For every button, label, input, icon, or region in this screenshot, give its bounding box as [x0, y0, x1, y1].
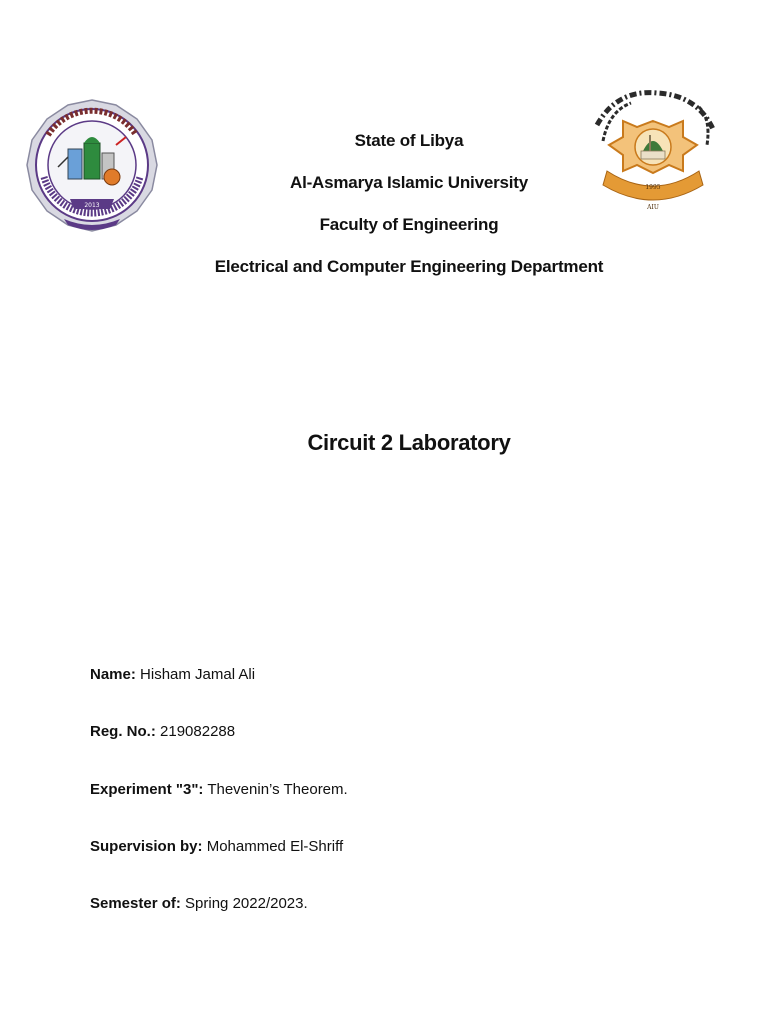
name-field — [90, 666, 255, 683]
name-label: Name: — [90, 666, 136, 683]
university-seal-logo — [587, 85, 719, 218]
experiment-value: Thevenin’s Theorem. — [203, 781, 348, 798]
reg-no-field — [90, 723, 235, 740]
course-title: Circuit 2 Laboratory — [307, 430, 511, 455]
supervision-value: Mohammed El-Shriff — [202, 838, 344, 855]
supervision-label: Supervision by: — [90, 838, 203, 855]
university-name: Al-Asmarya Islamic University — [290, 173, 528, 192]
svg-text:2013: 2013 — [84, 202, 100, 209]
name-value: Hisham Jamal Ali — [135, 666, 256, 683]
semester-field — [90, 895, 308, 912]
svg-text:AIU: AIU — [647, 204, 659, 211]
faculty-name: Faculty of Engineering — [319, 215, 499, 234]
supervision-field — [90, 838, 343, 855]
semester-value: Spring 2022/2023. — [180, 895, 308, 912]
semester-label: Semester of: — [90, 895, 181, 912]
svg-text:1995: 1995 — [645, 184, 661, 191]
state-name: State of Libya — [354, 131, 464, 150]
experiment-field — [90, 781, 348, 798]
experiment-label: Experiment "3": — [90, 781, 204, 798]
reg-no-value: 219082288 — [155, 723, 236, 740]
department-name: Electrical and Computer Engineering Department — [214, 257, 604, 276]
reg-no-label: Reg. No.: — [90, 723, 156, 740]
